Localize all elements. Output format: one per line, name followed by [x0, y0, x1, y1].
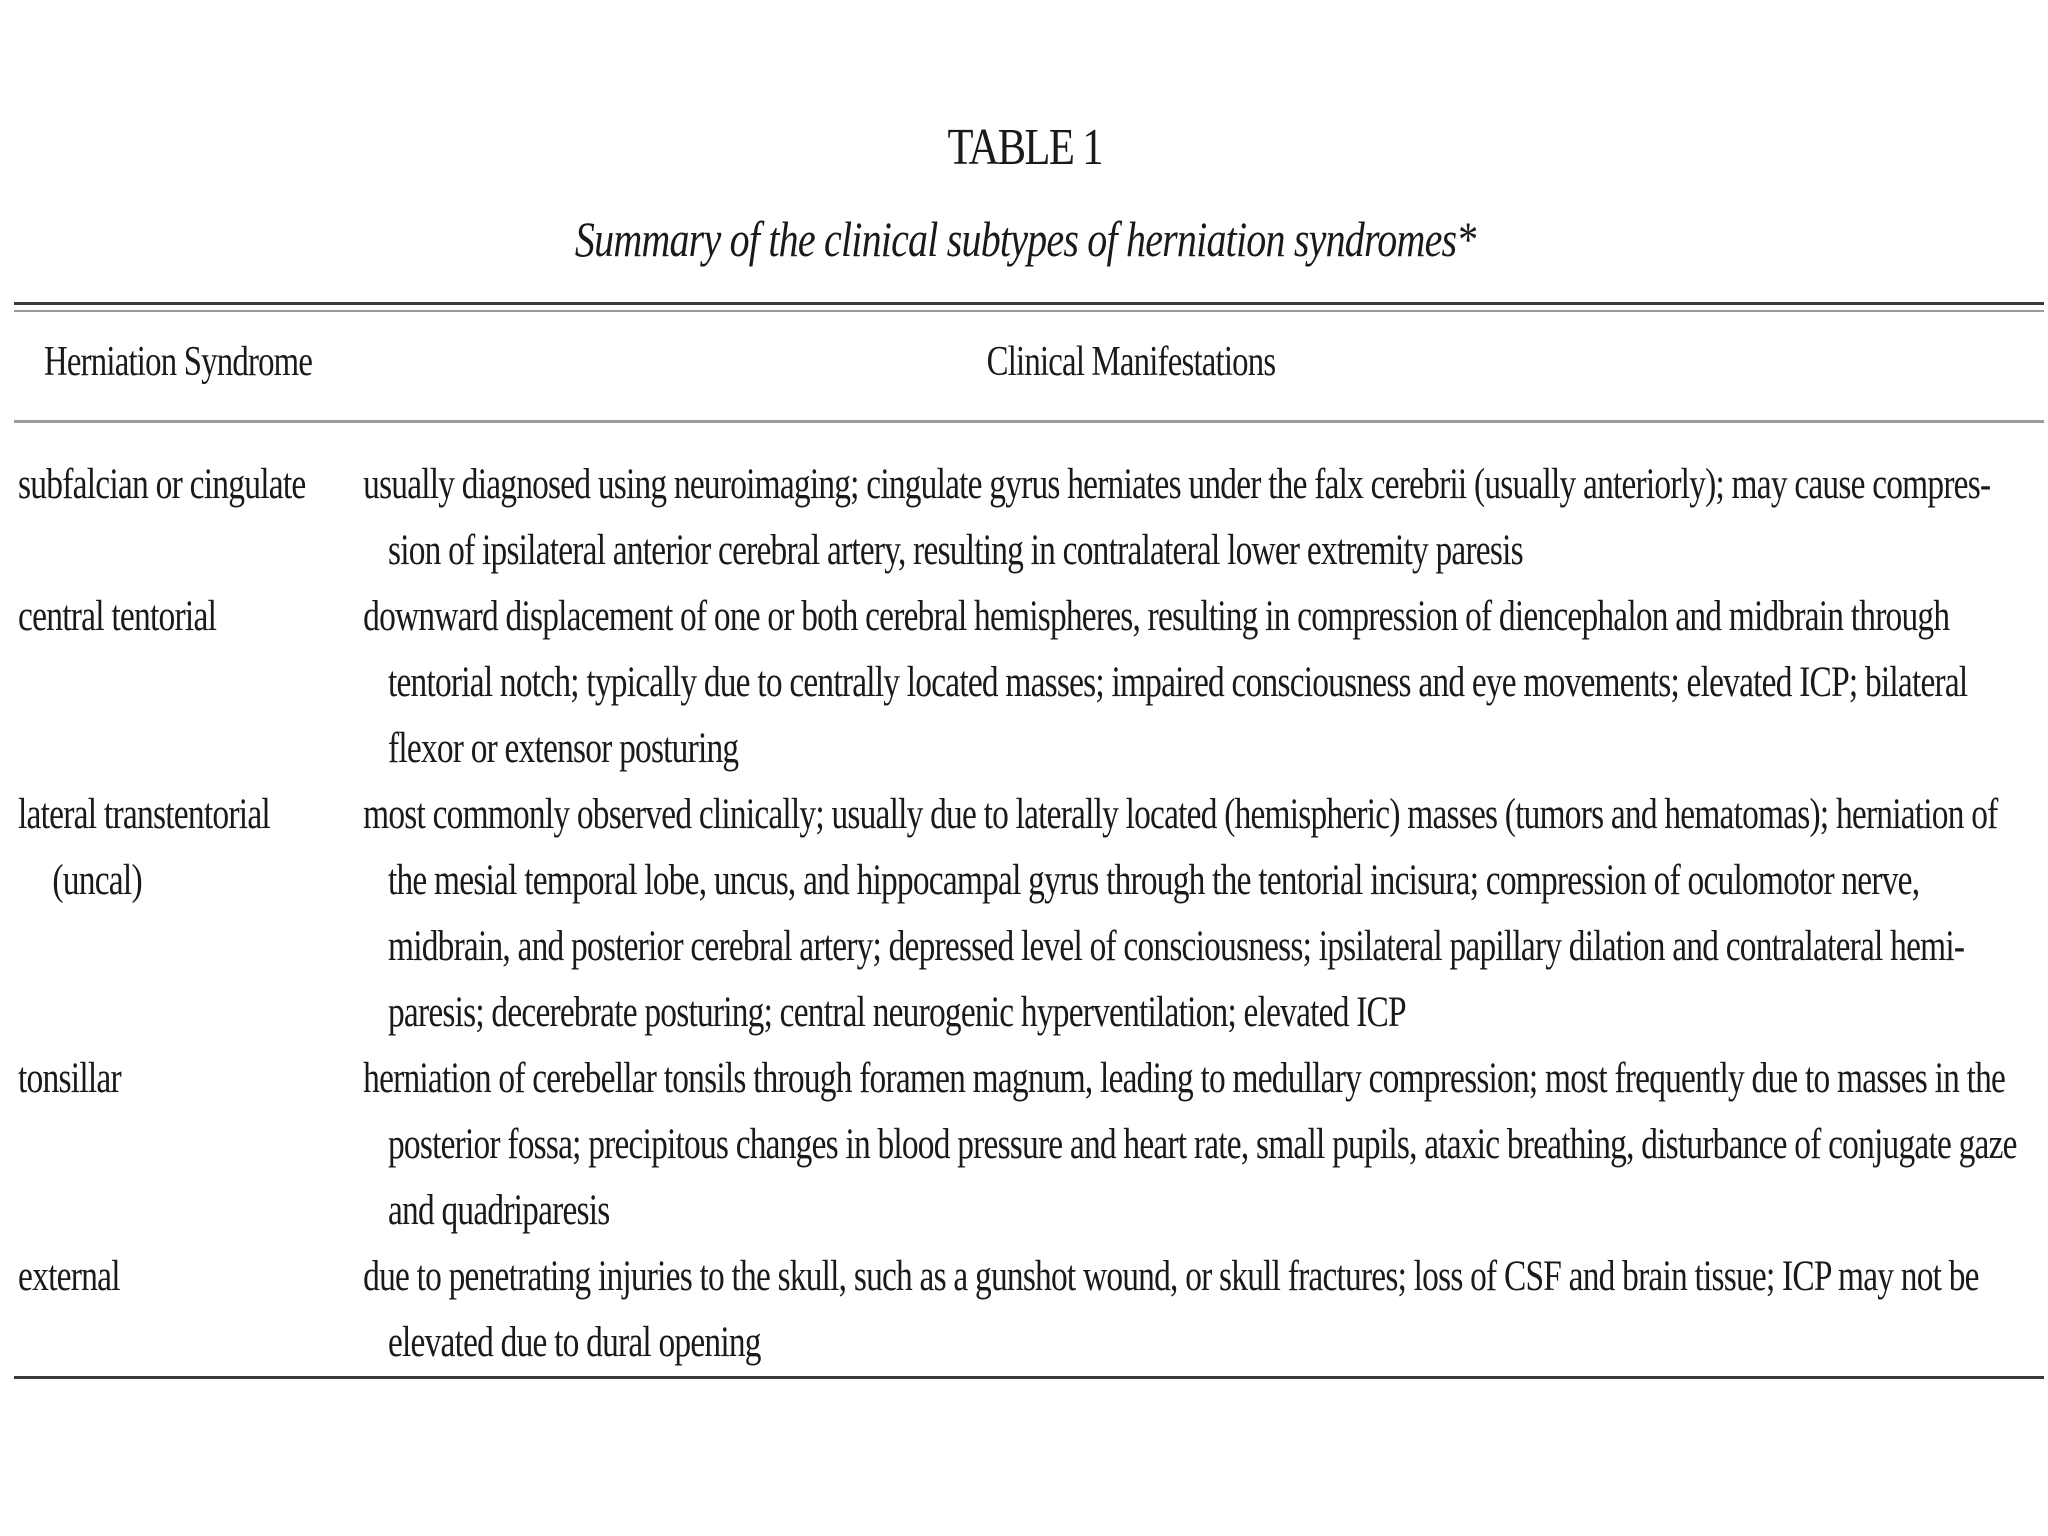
header-herniation-syndrome: Herniation Syndrome [44, 339, 313, 385]
table-caption: Summary of the clinical subtypes of herniation syndromes* [574, 211, 1476, 267]
syndrome-name: external [18, 1253, 120, 1300]
table-row [0, 452, 2048, 584]
manifestations-cell [356, 584, 2004, 782]
header-rule [14, 420, 2044, 423]
manifestations-text: most commonly observed clinically; usually due to laterally located (hemispheric) masses (tumors and hematomas); herniation of the mesial temporal lobe, uncus, and hippocampal gyrus through the tentorial incisura; compression of oculomotor nerve, midbrain, and posterior cerebral artery; depressed level of consciousness; ipsilateral papillary dilation and contralateral hemi- paresis; decerebrate posturing; central neurogenic hyperventilation; elevated ICP [363, 791, 1998, 1036]
table-number: TABLE 1 [947, 119, 1102, 176]
table-row [0, 1244, 2048, 1376]
manifestations-cell [356, 1046, 2017, 1244]
table-bottom-rule [14, 1376, 2044, 1379]
manifestations-text: due to penetrating injuries to the skull, such as a gunshot wound, or skull fractures; loss of CSF and brain tissue; ICP may not be elevated due to dural opening [363, 1253, 1979, 1366]
syndrome-cell [18, 1046, 361, 1112]
syndrome-name-continuation: (uncal) [52, 857, 142, 904]
syndrome-name: tonsillar [18, 1055, 121, 1102]
manifestations-cell [356, 452, 2004, 584]
table-top-rule-thin [14, 310, 2044, 312]
syndrome-cell [18, 782, 361, 914]
manifestations-cell [356, 782, 2004, 1046]
syndrome-cell [18, 1244, 361, 1310]
table-top-rule [14, 302, 2044, 305]
syndrome-name: subfalcian or cingulate [18, 461, 306, 508]
manifestations-cell [356, 1244, 2004, 1376]
header-clinical-manifestations: Clinical Manifestations [986, 339, 1276, 385]
syndrome-name: lateral transtentorial [18, 791, 270, 838]
table-row [0, 584, 2048, 782]
syndrome-name: central tentorial [18, 593, 217, 640]
table-row [0, 1046, 2048, 1244]
manifestations-text: usually diagnosed using neuroimaging; cingulate gyrus herniates under the falx cerebrii (usually anteriorly); may cause compres- sion of ipsilateral anterior cerebral artery, resulting in contralateral lower extremity paresis [363, 461, 1991, 574]
manifestations-text: downward displacement of one or both cerebral hemispheres, resulting in compression of diencephalon and midbrain through tentorial notch; typically due to centrally located masses; impaired consciousness and eye movements; elevated ICP; bilateral flexor or extensor posturing [363, 593, 1968, 772]
table-body [0, 452, 2048, 1376]
table-row [0, 782, 2048, 1046]
syndrome-cell [18, 452, 361, 518]
manifestations-text: herniation of cerebellar tonsils through foramen magnum, leading to medullary compression; most frequently due to masses in the posterior fossa; precipitous changes in blood pressure and heart rate, small pupils, ataxic breathing, disturbance of conjugate gaze and quadriparesis [363, 1055, 2017, 1234]
syndrome-cell [18, 584, 361, 650]
